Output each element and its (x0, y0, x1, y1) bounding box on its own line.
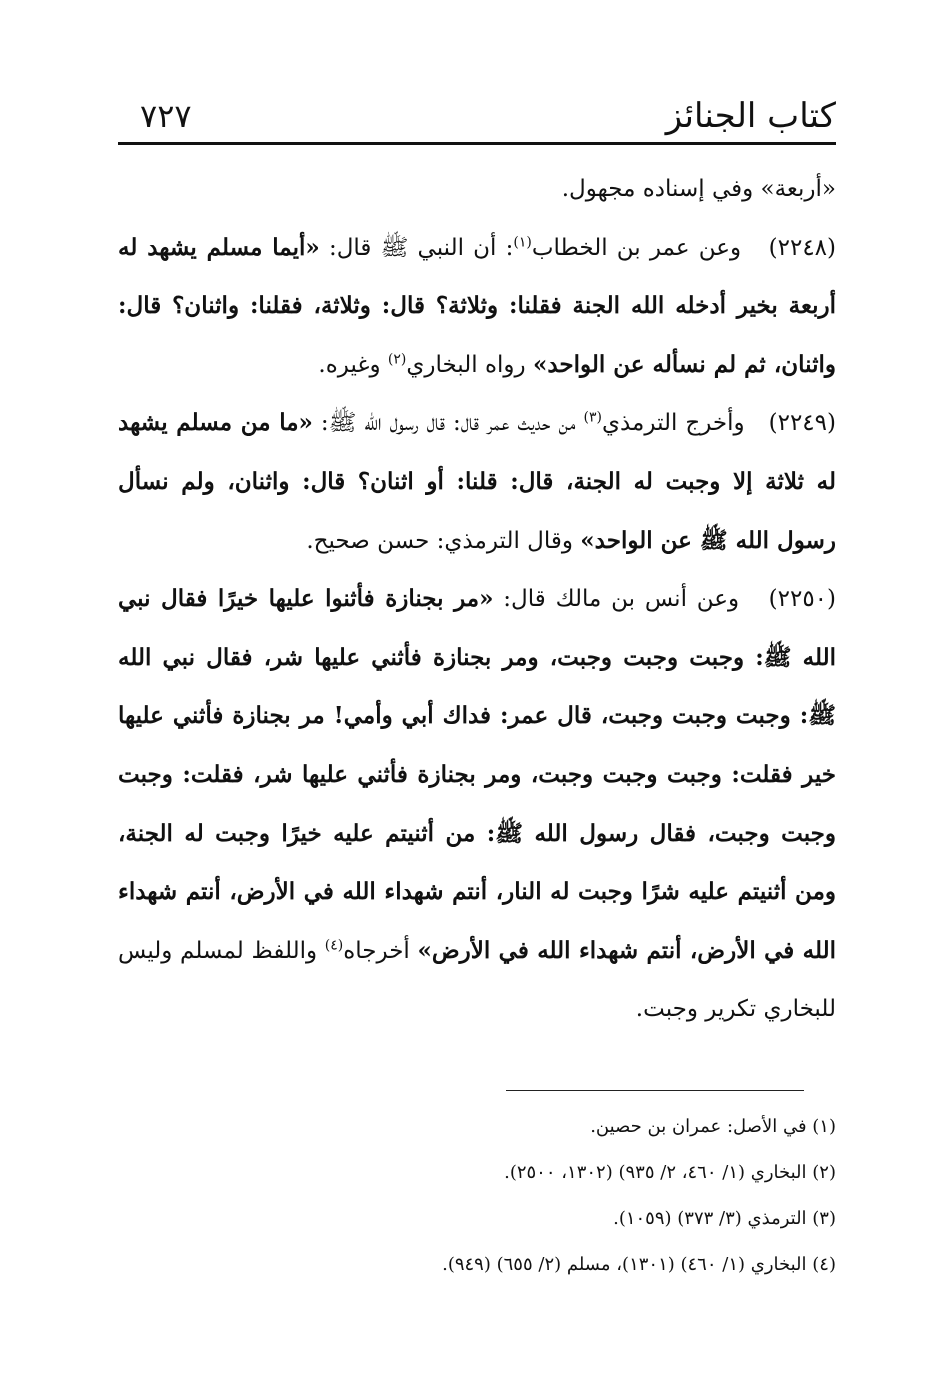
footnote-ref[interactable]: (٢) (387, 351, 407, 368)
hadith-source: أخرجاه (343, 937, 418, 964)
footnote-ref[interactable]: (٣) (583, 409, 602, 426)
hadith-number: (٢٢٤٨) (768, 234, 837, 261)
page-number: ٧٢٧ (140, 97, 192, 135)
running-header (118, 92, 836, 144)
footnote-ref[interactable]: (٤) (324, 937, 344, 954)
footnote-4: (٤) البخاري (١/ ٤٦٠) (١٣٠١)، مسلم (٢/ ٦٥٥) (٩٤٩). (442, 1254, 836, 1275)
hadith-intro: وعن أنس بن مالك قال: (493, 586, 740, 613)
hadith-quote: «مر بجنازة فأثنوا عليها خيرًا فقال نبي الله ﷺ: وجبت وجبت وجبت، ومر بجنازة فأثني عليها شر، فقال نبي الله ﷺ: وجبت وجبت وجبت، قال عمر: فداك أبي وأمي! مر بجنازة فأثني عليها خير فقلت: وجبت وجبت وجبت، ومر بجنازة فأثني عليها شر، فقلت: وجبت وجبت وجبت، فقال رسول الله ﷺ: من أثنيتم عليه خيرًا وجبت له الجنة، ومن أثنيتم عليه شرًا وجبت له النار، أنتم شهداء الله في الأرض، أنتم شهداء الله في الأرض، أنتم شهداء الله في الأرض» (118, 585, 836, 964)
hadith-text: : أن النبي ﷺ قال: (319, 234, 514, 261)
footnote-2: (٢) البخاري (١/ ٤٦٠، ٢/ ٩٣٥) (١٣٠٢، ٢٥٠٠). (504, 1162, 836, 1183)
hadith-text: من حديث عمر قال: قال رسول الله ﷺ: (312, 410, 584, 437)
header-title: كتاب الجنائز (665, 96, 836, 136)
opening-line: «أربعة» وفي إسناده مجهول. (561, 176, 836, 202)
footnote-separator (506, 1090, 804, 1091)
footnote-ref[interactable]: (١) (513, 233, 532, 250)
hadith-2250 (118, 570, 836, 1039)
main-text (118, 160, 836, 1039)
footnotes (118, 1104, 836, 1288)
hadith-end: وغيره. (318, 351, 388, 378)
hadith-quote: «ما من مسلم يشهد له ثلاثة إلا وجبت له الجنة، قال: قلنا: أو اثنان؟ قال: واثنان، ولم نسأل رسول الله ﷺ عن الواحد» (118, 409, 836, 554)
hadith-2249 (118, 394, 836, 570)
hadith-intro: وأخرج الترمذي (601, 410, 745, 437)
hadith-quote: «أيما مسلم يشهد له أربعة بخير أدخله الله الجنة فقلنا: وثلاثة؟ قال: وثلاثة، فقلنا: واثنان؟ قال: واثنان، ثم لم نسأله عن الواحد» (118, 233, 836, 378)
hadith-number: (٢٢٥٠) (768, 586, 837, 613)
hadith-2248 (118, 219, 836, 395)
hadith-end: واللفظ لمسلم وليس للبخاري تكرير وجبت. (118, 937, 836, 1023)
footnote-1: (١) في الأصل: عمران بن حصين. (590, 1116, 836, 1137)
hadith-number: (٢٢٤٩) (768, 410, 836, 437)
header-rule (118, 142, 836, 145)
footnote-3: (٣) الترمذي (٣/ ٣٧٣) (١٠٥٩). (613, 1208, 836, 1229)
hadith-intro: وعن عمر بن الخطاب (531, 234, 742, 261)
hadith-end: وقال الترمذي: حسن صحيح. (306, 527, 581, 554)
hadith-source: رواه البخاري (406, 351, 533, 378)
